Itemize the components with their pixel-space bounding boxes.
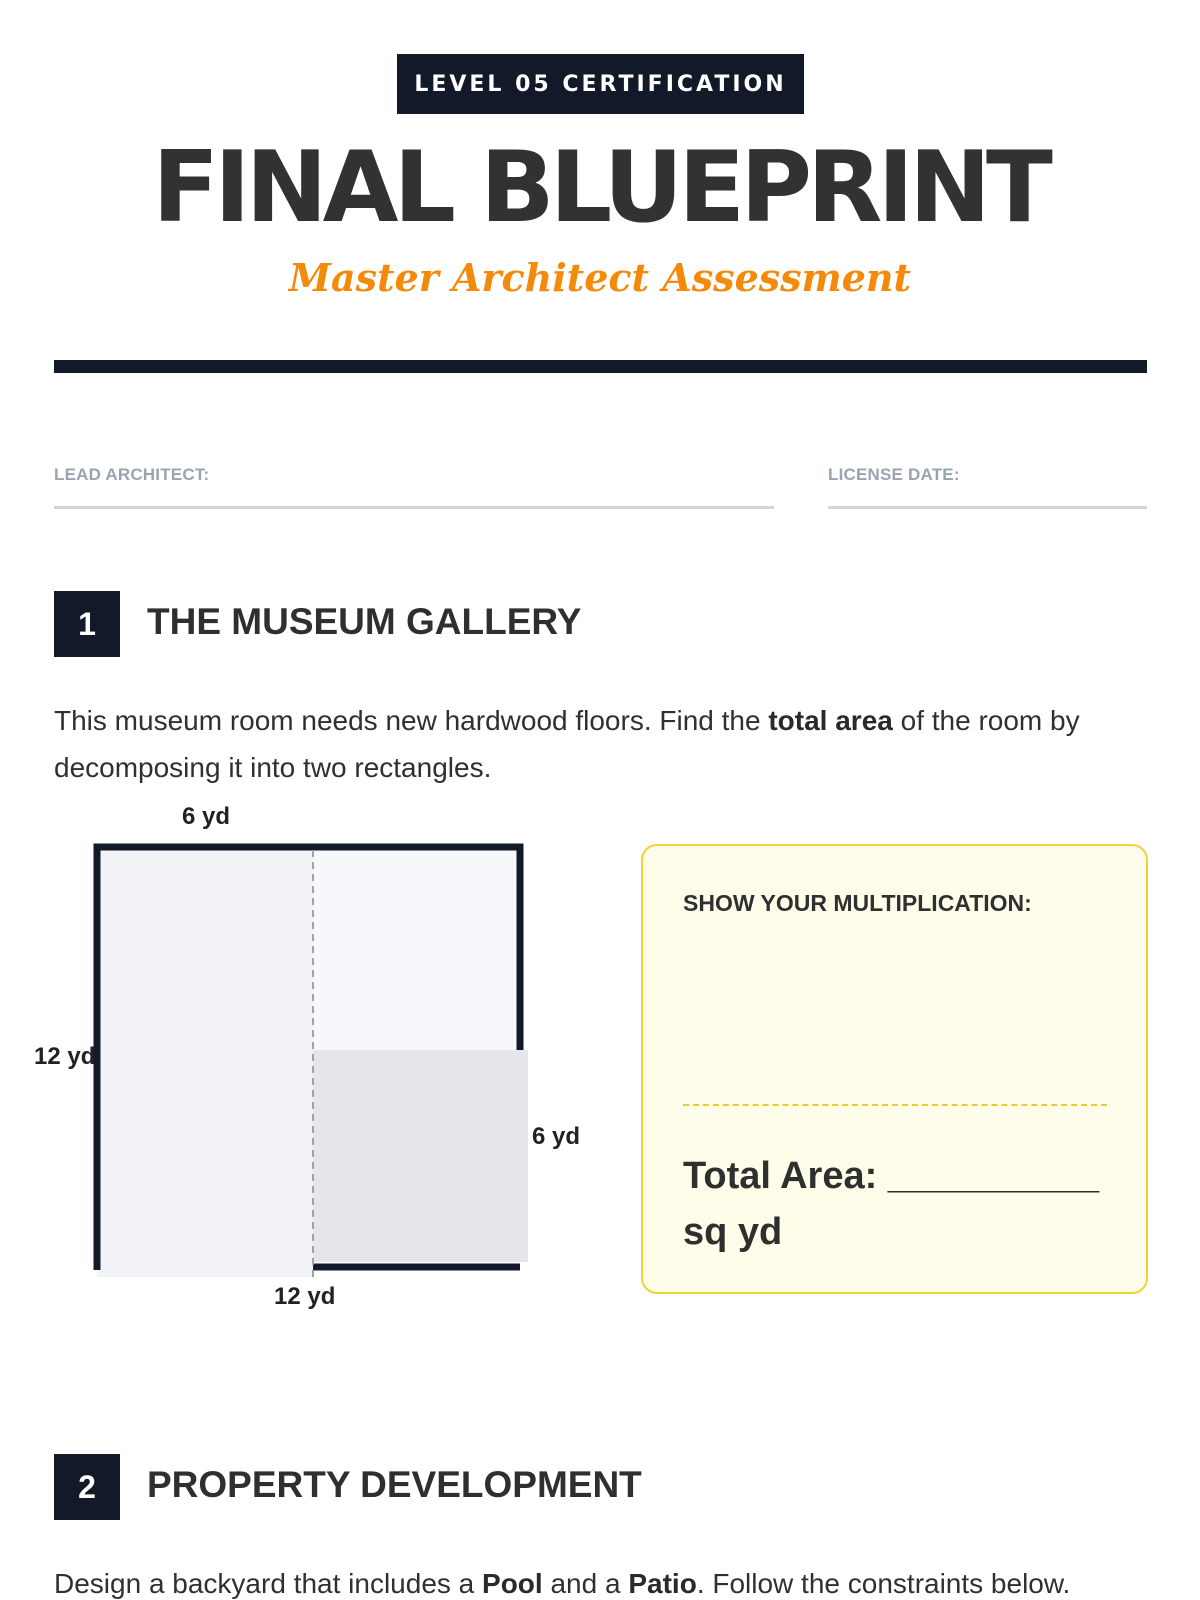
work-card-divider <box>683 1104 1107 1106</box>
level-badge: LEVEL 05 CERTIFICATION <box>397 54 804 114</box>
floor-left-rect <box>97 847 313 1277</box>
work-card-label: SHOW YOUR MULTIPLICATION: <box>683 890 1032 916</box>
lead-architect-label: LEAD ARCHITECT: <box>54 465 210 484</box>
question-1-prompt: This museum room needs new hardwood floors. Find the total area of the room by decomposing it into two rectangles. <box>54 705 1080 783</box>
floor-bottom-right-rect <box>313 1050 528 1262</box>
work-card <box>641 844 1148 1294</box>
question-1-number: 1 <box>54 591 120 657</box>
question-2-prompt: Design a backyard that includes a Pool and a Patio. Follow the constraints below. <box>54 1568 1071 1599</box>
dim-top-label: 6 yd <box>182 803 231 830</box>
dim-right-label: 6 yd <box>532 1123 581 1150</box>
dim-left-label: 12 yd <box>34 1043 96 1070</box>
question-1-title: THE MUSEUM GALLERY <box>147 601 582 642</box>
question-2-title: PROPERTY DEVELOPMENT <box>147 1464 642 1505</box>
license-date-label: LICENSE DATE: <box>828 465 960 484</box>
dim-bottom-label: 12 yd <box>274 1283 336 1310</box>
floor-top-right-rect <box>313 847 517 1050</box>
page-subtitle: Master Architect Assessment <box>288 255 912 300</box>
page-title: FINAL BLUEPRINT <box>152 131 1048 245</box>
question-2-number: 2 <box>54 1454 120 1520</box>
total-area-answer[interactable]: Total Area: __________ sq yd <box>683 1155 1100 1253</box>
